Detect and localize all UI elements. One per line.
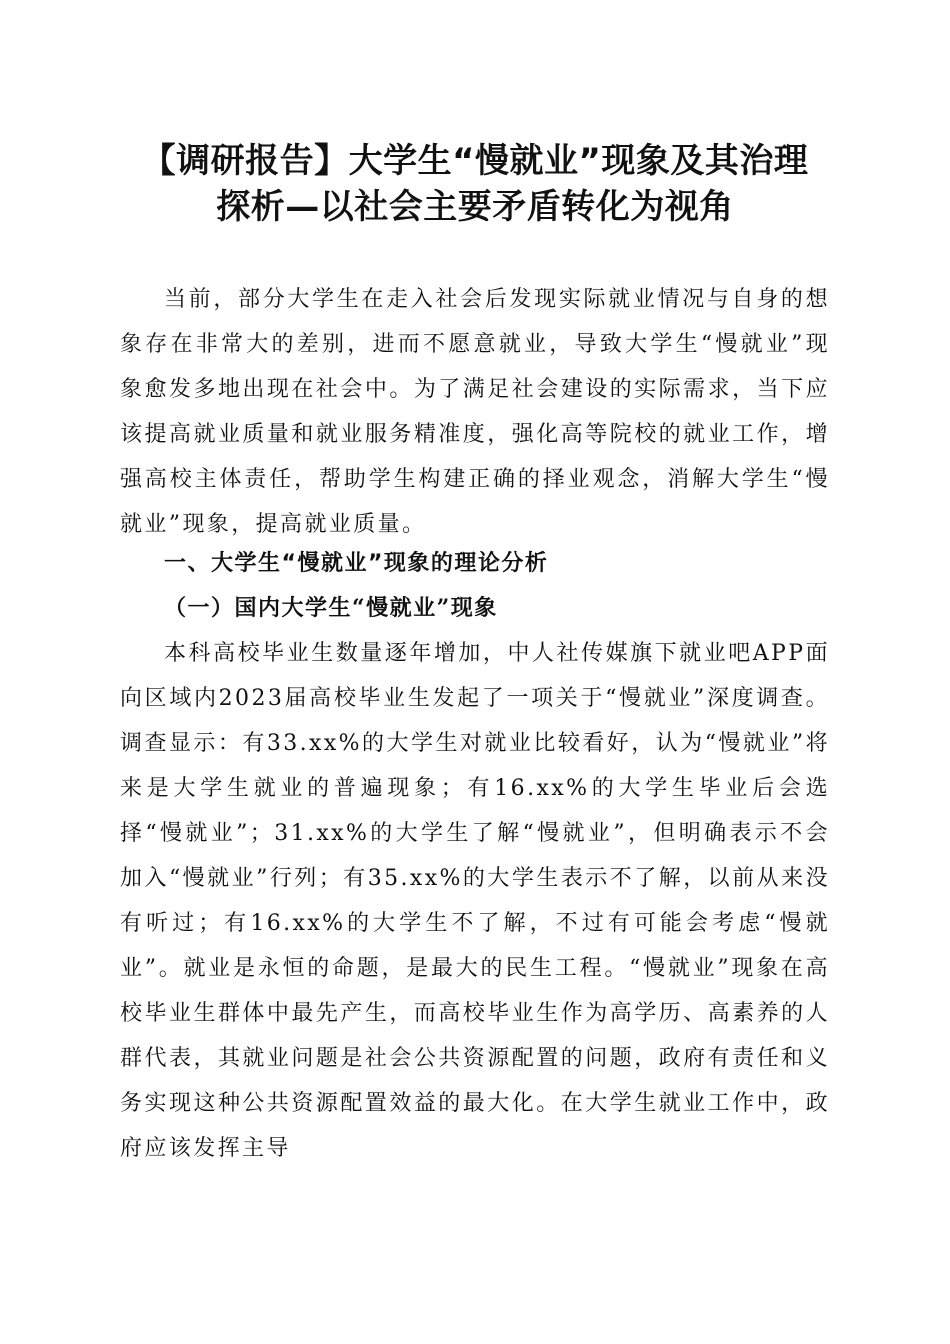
document-title-line-1: 【调研报告】大学生“慢就业”现象及其治理 [141,141,809,181]
section-heading-1: 一、大学生“慢就业”现象的理论分析 [164,551,549,576]
subsection-body [120,631,830,1171]
intro-paragraph: 当前，部分大学生在走入社会后发现实际就业情况与自身的想象存在非常大的差别，进而不愿意就业，导致大学生“慢就业”现象愈发多地出现在社会中。为了满足社会建设的实际需求，当下应该提高就业质量和就业服务精准度，强化高等院校的就业工作，增强高校主体责任，帮助学生构建正确的择业观念，消解大学生“慢就业”现象，提高就业质量。 [120,287,830,537]
intro-section [120,277,830,547]
document-title-line-2: 探析—以社会主要矛盾转化为视角 [216,187,734,227]
subsection-paragraph: 本科高校毕业生数量逐年增加，中人社传媒旗下就业吧APP面向区域内2023届高校毕业生发起了一项关于“慢就业”深度调查。调查显示：有33.xx%的大学生对就业比较看好，认为“慢就业”将来是大学生就业的普遍现象；有16.xx%的大学生毕业后会选择“慢就业”；31.xx%的大学生了解“慢就业”，但明确表示不会加入“慢就业”行列；有35.xx%的大学生表示不了解，以前从来没有听过；有16.xx%的大学生不了解，不过有可能会考虑“慢就业”。就业是永恒的命题，是最大的民生工程。“慢就业”现象在高校毕业生群体中最先产生，而高校毕业生作为高学历、高素养的人群代表，其就业问题是社会公共资源配置的问题，政府有责任和义务实现这种公共资源配置效益的最大化。在大学生就业工作中，政府应该发挥主导 [120,641,830,1161]
subsection-heading-1: （一）国内大学生“慢就业”现象 [164,595,498,621]
